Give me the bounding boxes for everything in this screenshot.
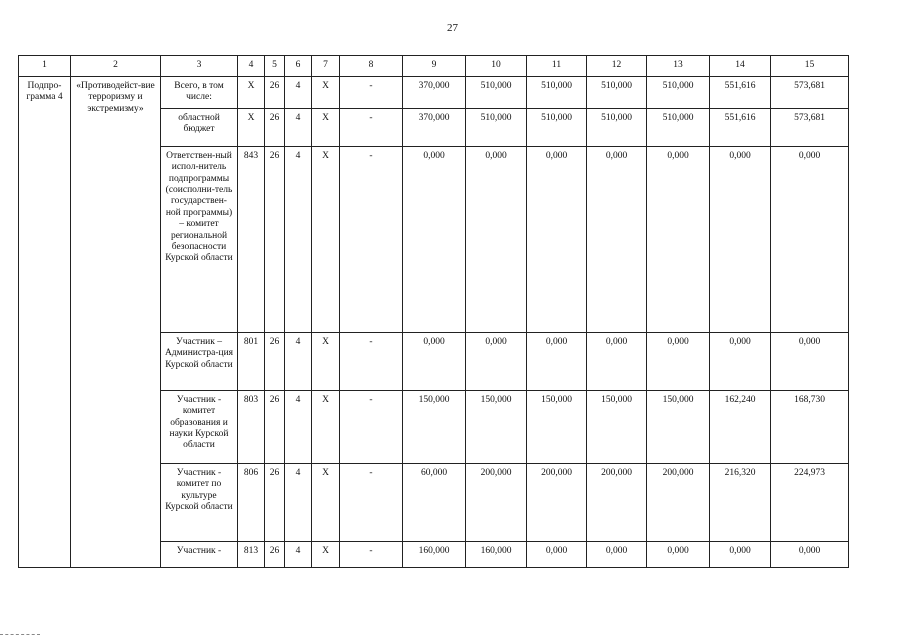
row-label: Всего, в том числе: [161, 77, 238, 109]
code-cell-c8: - [340, 332, 403, 390]
row-label: Участник - комитет образования и науки Курской области [161, 390, 238, 463]
value-cell: 0,000 [466, 146, 527, 332]
value-cell: 150,000 [587, 390, 647, 463]
value-cell: 200,000 [466, 463, 527, 541]
table-row [19, 77, 849, 109]
column-header: 8 [340, 56, 403, 77]
value-cell: 168,730 [771, 390, 849, 463]
value-cell: 200,000 [587, 463, 647, 541]
value-cell: 224,973 [771, 463, 849, 541]
value-cell: 0,000 [647, 146, 710, 332]
code-cell-c7: X [312, 463, 340, 541]
column-header: 14 [710, 56, 771, 77]
header-row [19, 56, 849, 77]
column-header: 4 [238, 56, 265, 77]
value-cell: 370,000 [403, 77, 466, 109]
code-cell-c6: 4 [285, 108, 312, 146]
value-cell: 0,000 [527, 332, 587, 390]
value-cell: 0,000 [403, 332, 466, 390]
value-cell: 150,000 [527, 390, 587, 463]
column-header: 5 [265, 56, 285, 77]
value-cell: 150,000 [466, 390, 527, 463]
code-cell-c8: - [340, 77, 403, 109]
value-cell: 0,000 [527, 541, 587, 567]
budget-table [18, 55, 849, 568]
value-cell: 0,000 [466, 332, 527, 390]
value-cell: 573,681 [771, 77, 849, 109]
row-label: Ответствен-ный испол-нитель подпрограммы (соисполни-тель государствен-ной программы) – комитет региональной безопасности Курской области [161, 146, 238, 332]
value-cell: 160,000 [403, 541, 466, 567]
code-cell-c4: 806 [238, 463, 265, 541]
value-cell: 0,000 [587, 541, 647, 567]
value-cell: 0,000 [647, 332, 710, 390]
value-cell: 200,000 [647, 463, 710, 541]
row-label: Участник – Администра-ция Курской области [161, 332, 238, 390]
code-cell-c7: X [312, 541, 340, 567]
column-header: 13 [647, 56, 710, 77]
value-cell: 200,000 [527, 463, 587, 541]
value-cell: 162,240 [710, 390, 771, 463]
column-header: 6 [285, 56, 312, 77]
code-cell-c4: X [238, 108, 265, 146]
value-cell: 510,000 [647, 108, 710, 146]
column-header: 2 [71, 56, 161, 77]
code-cell-c7: X [312, 108, 340, 146]
scan-artifact [0, 634, 40, 638]
page-number: 27 [447, 22, 458, 34]
code-cell-c5: 26 [265, 77, 285, 109]
value-cell: 0,000 [647, 541, 710, 567]
value-cell: 160,000 [466, 541, 527, 567]
value-cell: 216,320 [710, 463, 771, 541]
value-cell: 510,000 [647, 77, 710, 109]
value-cell: 510,000 [527, 77, 587, 109]
value-cell: 150,000 [403, 390, 466, 463]
code-cell-c4: 843 [238, 146, 265, 332]
value-cell: 0,000 [710, 332, 771, 390]
code-cell-c4: 813 [238, 541, 265, 567]
column-header: 10 [466, 56, 527, 77]
row-label: областной бюджет [161, 108, 238, 146]
value-cell: 510,000 [466, 108, 527, 146]
table-body [19, 56, 849, 568]
code-cell-c6: 4 [285, 332, 312, 390]
value-cell: 510,000 [587, 108, 647, 146]
code-cell-c5: 26 [265, 332, 285, 390]
value-cell: 0,000 [403, 146, 466, 332]
value-cell: 0,000 [527, 146, 587, 332]
column-header: 15 [771, 56, 849, 77]
code-cell-c6: 4 [285, 463, 312, 541]
column-header: 9 [403, 56, 466, 77]
code-cell-c6: 4 [285, 77, 312, 109]
code-cell-c7: X [312, 332, 340, 390]
row-label: Участник - [161, 541, 238, 567]
column-header: 11 [527, 56, 587, 77]
value-cell: 510,000 [527, 108, 587, 146]
value-cell: 551,616 [710, 77, 771, 109]
value-cell: 510,000 [587, 77, 647, 109]
code-cell-c5: 26 [265, 146, 285, 332]
value-cell: 0,000 [771, 332, 849, 390]
value-cell: 150,000 [647, 390, 710, 463]
program-name: «Противодейст-вие терроризму и экстремизму» [71, 77, 161, 568]
code-cell-c5: 26 [265, 390, 285, 463]
code-cell-c8: - [340, 463, 403, 541]
column-header: 12 [587, 56, 647, 77]
value-cell: 0,000 [771, 146, 849, 332]
value-cell: 0,000 [710, 541, 771, 567]
program-code: Подпро-грамма 4 [19, 77, 71, 568]
code-cell-c5: 26 [265, 463, 285, 541]
value-cell: 510,000 [466, 77, 527, 109]
code-cell-c8: - [340, 541, 403, 567]
column-header: 3 [161, 56, 238, 77]
column-header: 7 [312, 56, 340, 77]
code-cell-c8: - [340, 108, 403, 146]
code-cell-c7: X [312, 146, 340, 332]
value-cell: 60,000 [403, 463, 466, 541]
value-cell: 573,681 [771, 108, 849, 146]
value-cell: 0,000 [771, 541, 849, 567]
code-cell-c8: - [340, 390, 403, 463]
code-cell-c7: X [312, 390, 340, 463]
code-cell-c4: X [238, 77, 265, 109]
value-cell: 0,000 [587, 332, 647, 390]
code-cell-c7: X [312, 77, 340, 109]
column-header: 1 [19, 56, 71, 77]
code-cell-c4: 803 [238, 390, 265, 463]
code-cell-c5: 26 [265, 108, 285, 146]
value-cell: 370,000 [403, 108, 466, 146]
code-cell-c6: 4 [285, 541, 312, 567]
code-cell-c6: 4 [285, 146, 312, 332]
value-cell: 551,616 [710, 108, 771, 146]
code-cell-c6: 4 [285, 390, 312, 463]
code-cell-c4: 801 [238, 332, 265, 390]
code-cell-c8: - [340, 146, 403, 332]
code-cell-c5: 26 [265, 541, 285, 567]
row-label: Участник - комитет по культуре Курской области [161, 463, 238, 541]
value-cell: 0,000 [710, 146, 771, 332]
value-cell: 0,000 [587, 146, 647, 332]
